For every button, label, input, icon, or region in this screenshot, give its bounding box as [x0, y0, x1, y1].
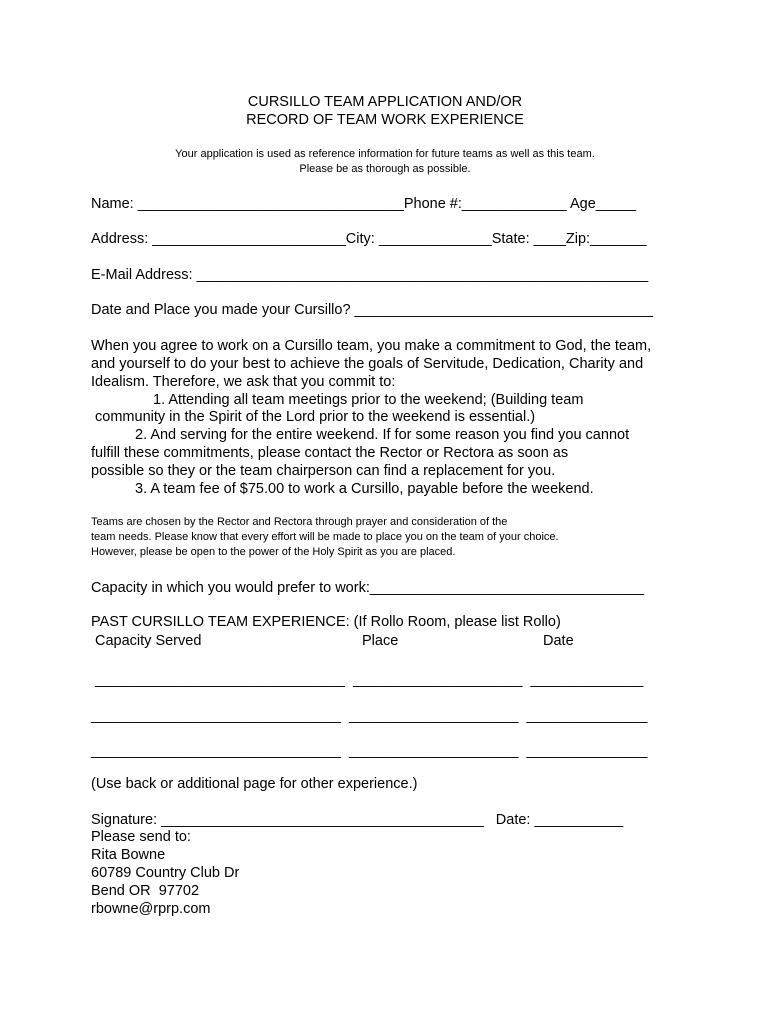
- send-to-label: Please send to:: [91, 829, 191, 845]
- column-header-capacity: Capacity Served: [95, 633, 202, 649]
- name-phone-age-field[interactable]: Name: _________________________________Phone #:_____________ Age_____: [91, 196, 637, 212]
- commitment-item-1-cont: community in the Spirit of the Lord prior to the weekend is essential.): [91, 409, 536, 425]
- teams-note-line: Teams are chosen by the Rector and Rectora through prayer and consideration of the: [91, 516, 508, 528]
- experience-row[interactable]: _______________________________ _____________________ ______________: [95, 672, 644, 688]
- commitment-item-2: 2. And serving for the entire weekend. If for some reason you find you cannot: [135, 427, 630, 443]
- cursillo-date-place-field[interactable]: Date and Place you made your Cursillo? _____________________________________: [91, 302, 653, 318]
- teams-note-line: However, please be open to the power of the Holy Spirit as you are placed.: [91, 546, 456, 558]
- commitment-item-1: 1. Attending all team meetings prior to the weekend; (Building team: [153, 392, 584, 408]
- commitment-item-2-cont: fulfill these commitments, please contact the Rector or Rectora as soon as: [91, 445, 569, 461]
- address-city-state-zip-field[interactable]: Address: ________________________City: ______________State: ____Zip:_______: [91, 231, 647, 247]
- past-experience-heading: PAST CURSILLO TEAM EXPERIENCE: (If Rollo Room, please list Rollo): [91, 614, 561, 630]
- send-to-city: Bend OR 97702: [91, 883, 200, 899]
- back-page-note: (Use back or additional page for other experience.): [91, 776, 418, 792]
- intro-line-1: Your application is used as reference information for future teams as well as this team.: [175, 148, 595, 160]
- commitment-line: and yourself to do your best to achieve the goals of Servitude, Dedication, Charity and: [91, 356, 644, 372]
- column-header-place: Place: [362, 633, 399, 649]
- preferred-capacity-field[interactable]: Capacity in which you would prefer to work:__________________________________: [91, 580, 645, 596]
- teams-note-line: team needs. Please know that every effort will be made to place you on the team of your choice.: [91, 531, 559, 543]
- commitment-item-3: 3. A team fee of $75.00 to work a Cursillo, payable before the weekend.: [135, 481, 594, 497]
- column-header-date: Date: [543, 633, 574, 649]
- commitment-line: Idealism. Therefore, we ask that you commit to:: [91, 374, 396, 390]
- email-field[interactable]: E-Mail Address: ________________________________________________________: [91, 267, 649, 283]
- document-title-line-2: RECORD OF TEAM WORK EXPERIENCE: [246, 112, 524, 128]
- send-to-street: 60789 Country Club Dr: [91, 865, 240, 881]
- send-to-email: rbowne@rprp.com: [91, 901, 211, 917]
- send-to-name: Rita Bowne: [91, 847, 166, 863]
- document-title-line-1: CURSILLO TEAM APPLICATION AND/OR: [247, 94, 523, 110]
- intro-line-2: Please be as thorough as possible.: [299, 163, 471, 175]
- commitment-line: When you agree to work on a Cursillo team, you make a commitment to God, the team,: [91, 338, 652, 354]
- signature-date-field[interactable]: Signature: ________________________________________ Date: ___________: [91, 812, 624, 828]
- commitment-item-2-cont: possible so they or the team chairperson can find a replacement for you.: [91, 463, 556, 479]
- experience-row[interactable]: _______________________________ _____________________ _______________: [91, 708, 648, 724]
- experience-row[interactable]: _______________________________ _____________________ _______________: [91, 743, 648, 759]
